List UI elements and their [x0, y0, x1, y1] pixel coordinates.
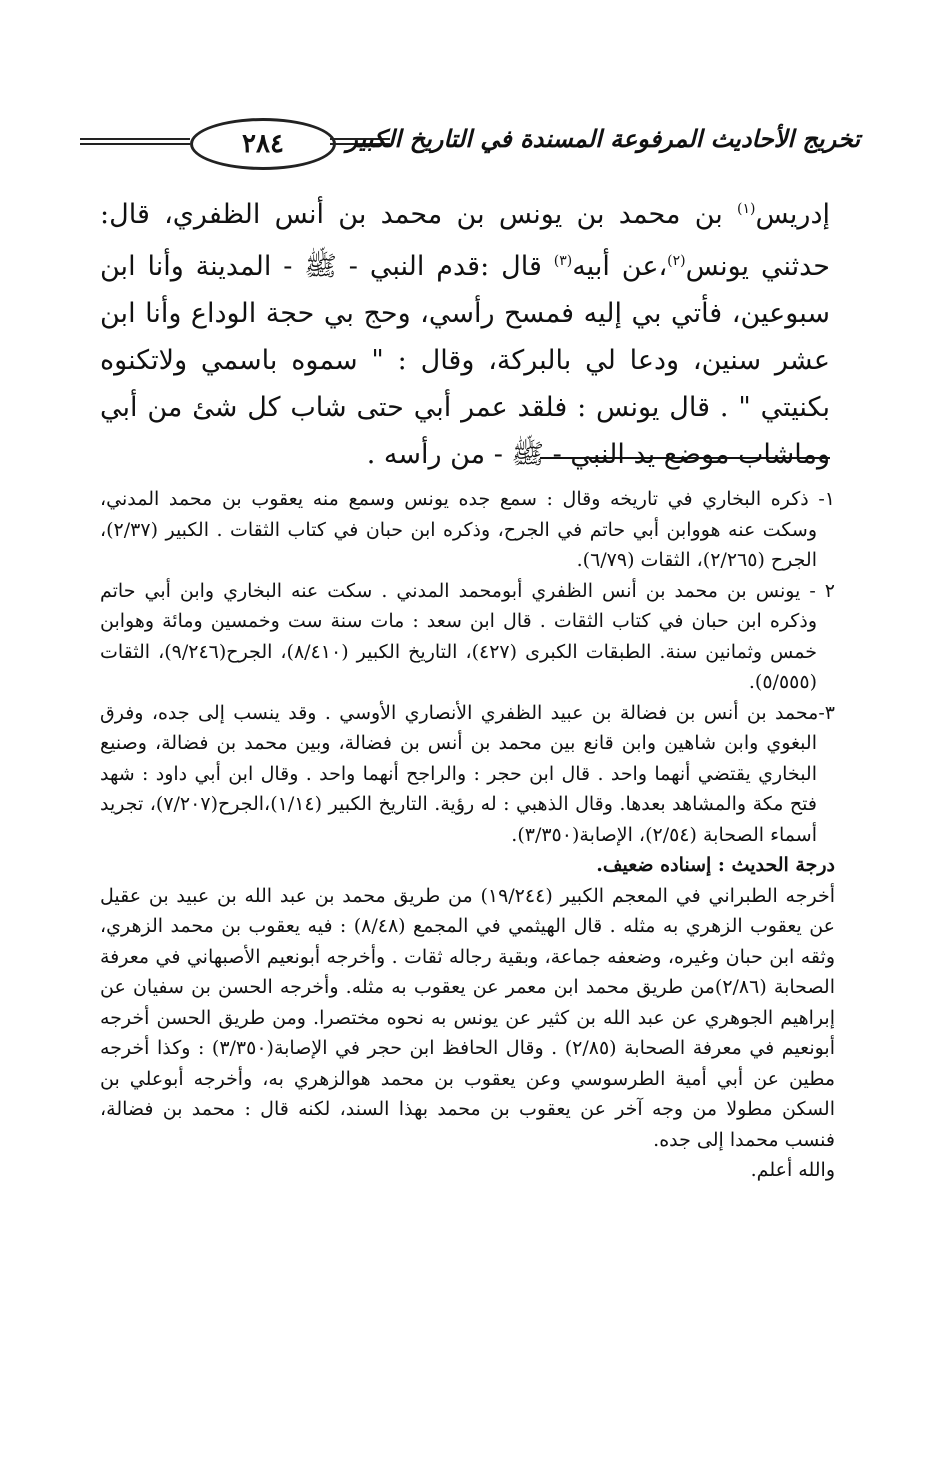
hadith-text-part: إدريس: [755, 199, 830, 230]
footnote-3: ٣-محمد بن أنس بن فضالة بن عبيد الظفري الأنصاري الأوسي . وقد ينسب إلى جده، وفرق البغوي وابن شاهين وابن قانع بين محمد بن أنس بن فضالة، وبين محمد بن فضالة، وصنيع البخاري يقتضي أنهما واحد . قال ابن حجر : والراجح أنهما واحد . وقال ابن أبي داود : شهد فتح مكة والمشاهد بعدها. وقال الذهبي : له رؤية. التاريخ الكبير (١/١٤)،الجرح(٧/٢٠٧)، تجريد أسماء الصحابة (٢/٥٤)، الإصابة(٣/٣٥٠).: [100, 701, 835, 846]
hadith-text-part: ،عن أبيه: [572, 251, 668, 282]
page-number: ٢٨٤: [242, 129, 284, 159]
takhrij-paragraph: أخرجه الطبراني في المعجم الكبير (١٩/٢٤٤) من طريق محمد بن عبد الله بن عبيد بن عقيل عن يعقوب الزهري به مثله . قال الهيثمي في المجمع (٨/٤٨) : فيه يعقوب بن محمد الزهري، وثقه ابن حبان وغيره، وضعفه جماعة، وبقية رجاله ثقات . وأخرجه أبونعيم الأصبهاني في معرفة الصحابة (٢/٨٦)من طريق محمد ابن معمر عن يعقوب به مثله. وأخرجه الحسن بن سفيان عن إبراهيم الجوهري عن عبد الله بن كثير عن يونس به نحوه مختصرا. ومن طريق الحسن أخرجه أبونعيم في معرفة الصحابة (٢/٨٥) . وقال الحافظ ابن حجر في الإصابة(٣/٣٥٠) : وكذا أخرجه مطين عن أبي أمية الطرسوسي وعن يعقوب بن محمد هوالزهري به، وأخرجه أبوعلي بن السكن مطولا من وجه آخر عن يعقوب بن محمد بهذا السند، لكنه قال : محمد بن فضالة، فنسب محمدا إلى جده.: [100, 884, 836, 1151]
footnote-ref-1: (١): [737, 201, 756, 217]
running-title: تخريج الأحاديث المرفوعة المسندة في التاريخ الكبير: [346, 124, 860, 153]
grade-label: درجة الحديث : إسناده ضعيف.: [596, 854, 835, 876]
footnote-1: ١- ذكره البخاري في تاريخه وقال : سمع جده يونس وسمع منه يعقوب بن محمد المدني، وسكت عنه هووابن أبي حاتم في الجرح، وذكره ابن حبان في كتاب الثقات . الكبير (٢/٣٧)، الجرح (٢/٢٦٥)، الثقات (٦/٧٩).: [100, 488, 835, 571]
footnote-separator: [540, 457, 830, 459]
footnote-2: ٢ - يونس بن محمد بن أنس الظفري أبومحمد المدني . سكت عنه البخاري وابن أبي حاتم وذكره ابن حبان في كتاب الثقات . قال ابن سعد : مات سنة ست وخمسين ومائة وهوابن خمس وثمانين سنة. الطبقات الكبرى (٤٢٧)، التاريخ الكبير (٨/٤١٠)، الجرح(٩/٢٤٦)، الثقات (٥/٥٥٥).: [100, 579, 835, 693]
hadith-text-part: بن محمد بن يونس بن محمد بن أنس الظفري، قال: حدثني يونس: [100, 199, 830, 282]
footnotes-section: [100, 484, 835, 1186]
footnote-ref-3: (٣): [553, 253, 573, 269]
footnote-ref-2: (٢): [667, 253, 686, 269]
page-header: [80, 118, 860, 174]
header-rule-left: [80, 138, 190, 145]
closing-phrase: والله أعلم.: [750, 1159, 835, 1181]
hadith-text: [100, 186, 830, 478]
hadith-grade: [100, 850, 835, 881]
hadith-text-part: قال :قدم النبي - ﷺ - المدينة وأنا ابن سبوعين، فأتي بي إليه فمسح رأسي، وحج بي حجة الوداع وأنا ابن عشر سنين، ودعا لي بالبركة، وقال : " سموه باسمي ولاتكنوه بكنيتي " . قال يونس : فلقد عمر أبي حتى شاب كل شئ من أبي وماشاب موضع يد النبي - ﷺ - من رأسه .: [100, 251, 830, 470]
page-number-badge: [190, 118, 336, 170]
hadith-paragraph: [100, 186, 830, 478]
